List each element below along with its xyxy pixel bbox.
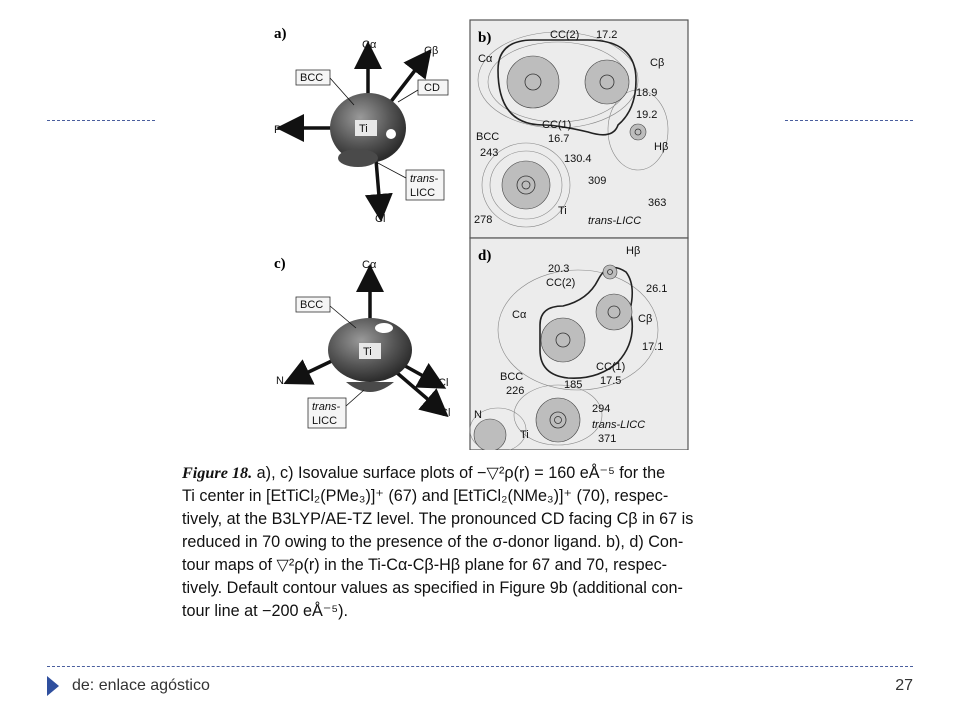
b-v17-2: 17.2 <box>596 29 618 41</box>
atom-ti-a: Ti <box>359 123 368 135</box>
b-cbeta: Cβ <box>650 57 665 69</box>
panel-c-label: c) <box>274 256 286 272</box>
caption-line-4: reduced in 70 owing to the presence of the σ-donor ligand. b), d) Con- <box>182 533 684 551</box>
b-v19-2: 19.2 <box>636 109 658 121</box>
b-cc2: CC(2) <box>550 29 580 41</box>
box-bcc-c: BCC <box>300 299 324 311</box>
d-cc1: CC(1) <box>596 361 626 373</box>
atom-cl2-c: Cl <box>440 407 451 419</box>
d-bcc: BCC <box>500 371 524 383</box>
atom-cl-a: Cl <box>375 213 386 225</box>
panel-a-label: a) <box>274 26 287 42</box>
b-cc1: CC(1) <box>542 119 572 131</box>
caption-line-3: tively, at the B3LYP/AE-TZ level. The pronounced CD facing Cβ in 67 is <box>182 510 694 528</box>
caption-line-6: tively. Default contour values as specified in Figure 9b (additional con- <box>182 579 683 597</box>
b-hbeta: Hβ <box>654 141 669 153</box>
b-v130-4: 130.4 <box>564 153 592 165</box>
d-cc2: CC(2) <box>546 277 576 289</box>
atom-cbeta-a: Cβ <box>424 45 439 57</box>
atom-cl1-c: Cl <box>438 377 449 389</box>
caption-line-1-text: a), c) Isovalue surface plots of −▽²ρ(r) = 160 eÅ⁻⁵ for the <box>252 464 666 482</box>
d-calpha: Cα <box>512 309 527 321</box>
box-licc-c: LICC <box>312 415 338 427</box>
d-ti: Ti <box>520 429 529 441</box>
d-v26-1: 26.1 <box>646 283 668 295</box>
d-v185: 185 <box>564 379 583 391</box>
d-hbeta: Hβ <box>626 245 641 257</box>
panel-b-label: b) <box>478 30 492 46</box>
panel-c <box>274 256 450 428</box>
panel-d-label: d) <box>478 248 492 264</box>
atom-ti-c: Ti <box>363 346 372 358</box>
b-bcc: BCC <box>476 131 500 143</box>
b-v243: 243 <box>480 147 499 159</box>
atom-n-c: N <box>276 375 284 387</box>
caption-line-5: tour maps of ▽²ρ(r) in the Ti-Cα-Cβ-Hβ plane for 67 and 70, respec- <box>182 556 668 574</box>
box-trans-c: trans- <box>312 401 341 413</box>
box-trans-a: trans- <box>410 173 439 185</box>
figure-image <box>258 10 708 450</box>
atom-calpha-c: Cα <box>362 259 377 271</box>
box-licc-a: LICC <box>410 187 436 199</box>
d-v226: 226 <box>506 385 525 397</box>
caption-line-7: tour line at −200 eÅ⁻⁵). <box>182 602 348 620</box>
d-v20-3: 20.3 <box>548 263 570 275</box>
d-cbeta: Cβ <box>638 313 653 325</box>
b-v16-7: 16.7 <box>548 133 570 145</box>
d-trans-licc: trans-LICC <box>592 419 646 431</box>
atom-calpha-a: Cα <box>362 39 377 51</box>
b-calpha: Cα <box>478 53 493 65</box>
box-bcc-a: BCC <box>300 72 324 84</box>
d-v371: 371 <box>598 433 617 445</box>
b-trans-licc: trans-LICC <box>588 215 642 227</box>
b-v309: 309 <box>588 175 607 187</box>
header-dash-left <box>47 120 155 121</box>
caption-figure-label: Figure 18. <box>182 464 253 482</box>
bullet-arrow-icon <box>47 676 59 696</box>
box-cd-a: CD <box>424 82 440 94</box>
panel-b <box>470 20 688 238</box>
figure-caption <box>182 462 782 623</box>
d-v17-5: 17.5 <box>600 375 622 387</box>
footer-text: de: enlace agóstico <box>72 677 210 694</box>
b-v18-9: 18.9 <box>636 87 658 99</box>
b-v363: 363 <box>648 197 667 209</box>
caption-line-1 <box>182 462 782 485</box>
panel-a <box>274 26 448 225</box>
b-v278: 278 <box>474 214 493 226</box>
footer-divider <box>47 666 913 667</box>
atom-p-a: P <box>274 124 282 136</box>
caption-line-2: Ti center in [EtTiCl₂(PMe₃)]⁺ (67) and [EtTiCl₂(NMe₃)]⁺ (70), respec- <box>182 487 669 505</box>
d-v17-1: 17.1 <box>642 341 664 353</box>
b-ti: Ti <box>558 205 567 217</box>
page-number: 27 <box>895 677 913 694</box>
d-v294: 294 <box>592 403 611 415</box>
panel-d <box>470 238 688 450</box>
d-n: N <box>474 409 482 421</box>
header-dash-right <box>785 120 913 121</box>
